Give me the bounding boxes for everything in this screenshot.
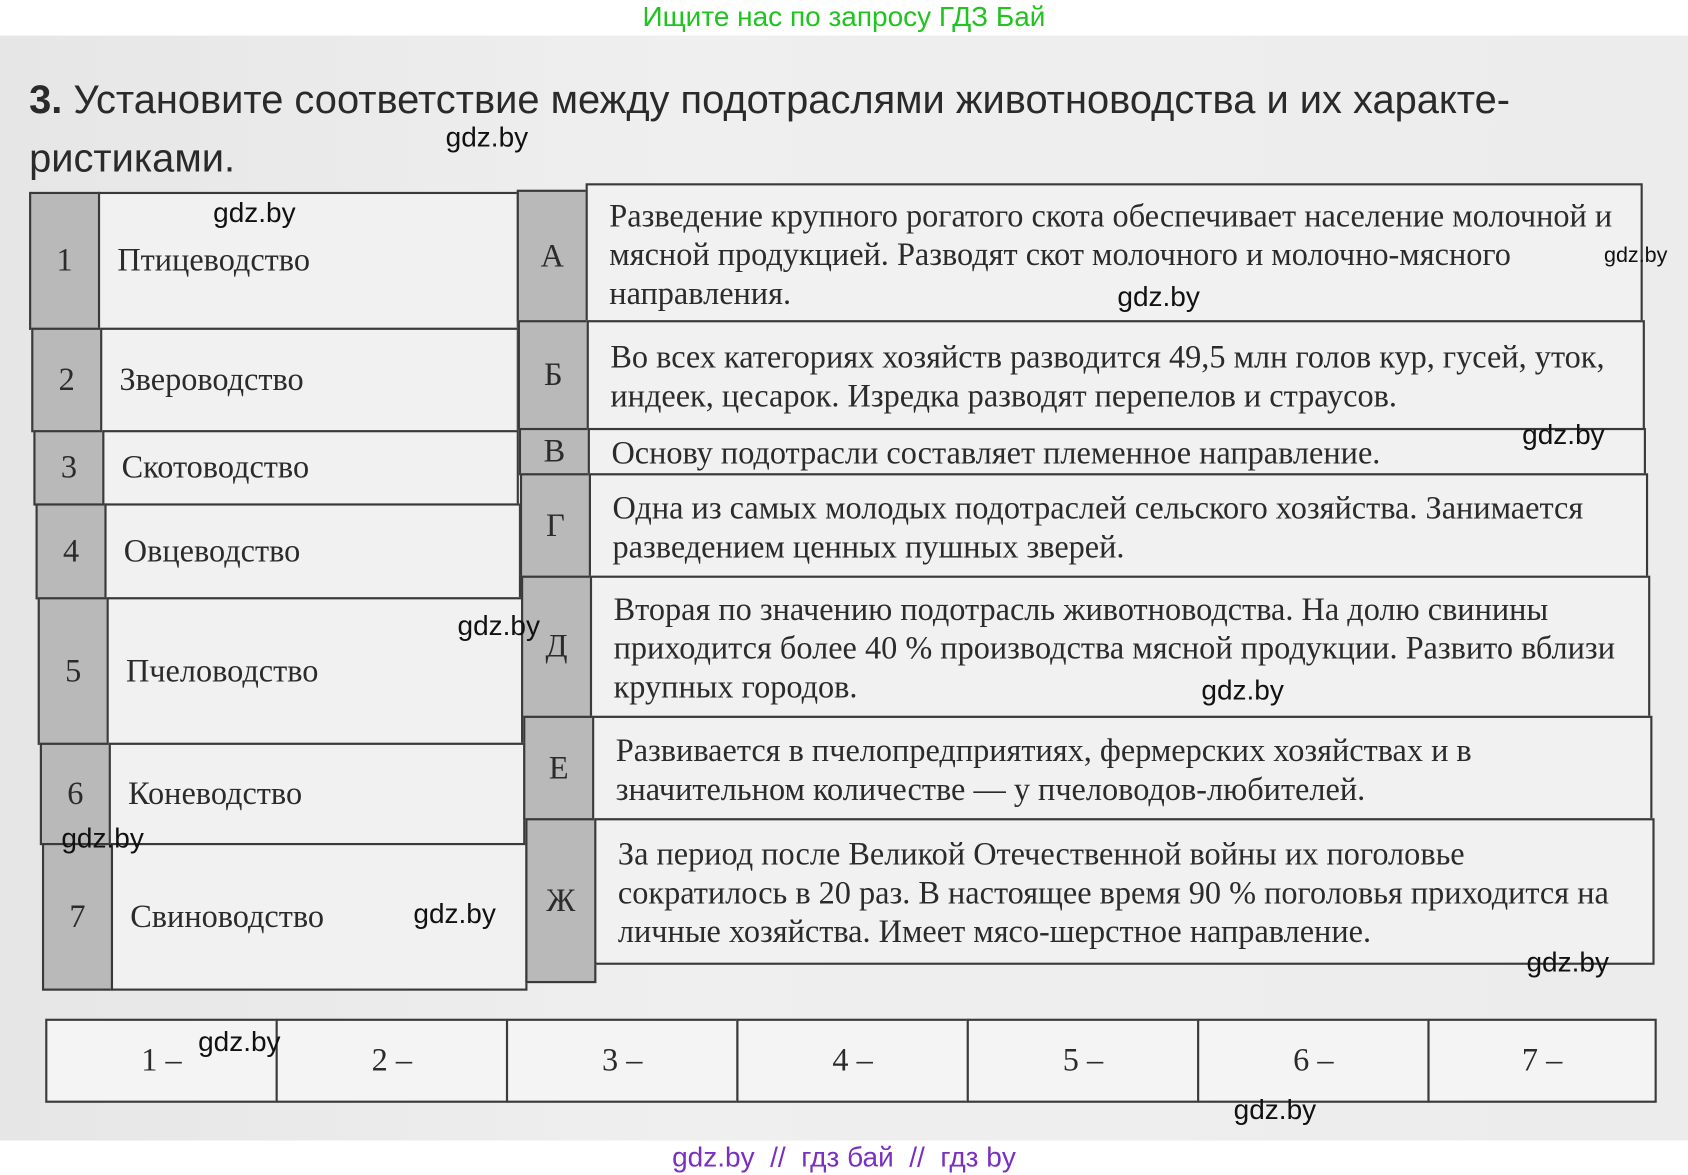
row-number: 1 [29, 192, 100, 330]
watermark: gdz.by [1201, 673, 1284, 707]
answer-cell-2[interactable]: 2 – [276, 1019, 509, 1103]
characteristic-text: Разведение крупного рогатого скота обеспечивает население молочной и мясной продукцией. Разводят скот молочного и молочно-мясного направления. [586, 183, 1643, 322]
watermark: gdz.by [457, 609, 540, 642]
subsector-name: Пчеловодство [107, 597, 524, 745]
row-number: 4 [36, 503, 107, 599]
row-number: 2 [31, 328, 102, 433]
row-number: 6 [40, 743, 111, 845]
task-number: 3. [29, 77, 63, 122]
watermark: gdz.by [1117, 280, 1200, 313]
task-text: Установите соответствие между подотраслями животноводства и их характе-ристиками. [29, 77, 1511, 181]
answer-cell-1[interactable]: 1 – [45, 1019, 278, 1103]
subsector-name: Скотоводство [102, 430, 519, 505]
answer-cell-3[interactable]: 3 – [506, 1019, 739, 1103]
characteristic-text: Одна из самых молодых подотраслей сельского хозяйства. Занимается разведением ценных пушных зверей. [589, 473, 1648, 578]
watermark: gdz.by [413, 896, 496, 930]
characteristic-text: За период после Великой Отечественной войны их поголовье сократилось в 20 раз. В настоящее время 90 % поголовья приходится на личные хозяйства. Имеет мясо-шерстное направление. [594, 818, 1654, 965]
footer-banner-text: gdz.by // гдз бай // гдз by [672, 1140, 1016, 1173]
characteristic-text: Основу подотрасли составляет племенное направление. [588, 428, 1646, 475]
header-banner [0, 0, 1688, 36]
row-letter: А [517, 190, 588, 323]
row-number: 3 [33, 430, 104, 505]
row-letter: Е [523, 716, 594, 821]
answer-cell-4[interactable]: 4 – [736, 1019, 969, 1103]
row-letter: Д [521, 576, 592, 718]
subsector-name: Овцеводство [104, 503, 521, 599]
watermark: gdz.by [213, 196, 296, 229]
subsector-name: Коневодство [109, 743, 526, 845]
row-letter: Б [518, 320, 589, 430]
watermark: gdz.by [445, 120, 529, 154]
subsector-name: Звероводство [100, 328, 519, 433]
subsector-name: Птицеводство [98, 192, 519, 330]
watermark: gdz.by [1603, 243, 1668, 268]
characteristic-text: Вторая по значению подотрасль животноводства. На долю свинины приходится более 40 % производства мясной продукции. Развито вблизи крупных городов. [590, 576, 1650, 718]
watermark: gdz.by [1233, 1093, 1317, 1126]
answer-cell-7[interactable]: 7 – [1427, 1019, 1656, 1103]
watermark: gdz.by [1526, 945, 1609, 978]
row-number: 7 [42, 843, 113, 991]
watermark: gdz.by [198, 1025, 281, 1058]
row-letter: В [519, 428, 590, 475]
answer-cell-6[interactable]: 6 – [1197, 1019, 1430, 1103]
row-number: 5 [38, 597, 109, 745]
characteristic-text: Развивается в пчелопредприятиях, фермерских хозяйствах и в значительном количестве — у пчеловодов-любителей. [592, 716, 1652, 821]
answer-cell-5[interactable]: 5 – [967, 1019, 1200, 1103]
row-letter: Г [520, 473, 591, 578]
task-heading [29, 71, 1644, 187]
row-letter: Ж [525, 818, 596, 983]
watermark: gdz.by [1522, 418, 1605, 451]
header-banner-text: Ищите нас по запросу ГДЗ Бай [642, 0, 1046, 33]
subsector-name: Свиноводство [111, 843, 528, 991]
footer-banner [0, 1141, 1688, 1175]
watermark: gdz.by [61, 821, 144, 854]
characteristic-text: Во всех категориях хозяйств разводится 49,5 млн голов кур, гусей, уток, индеек, цесарок. Изредка разводят перепелов и страусов. [587, 320, 1645, 430]
